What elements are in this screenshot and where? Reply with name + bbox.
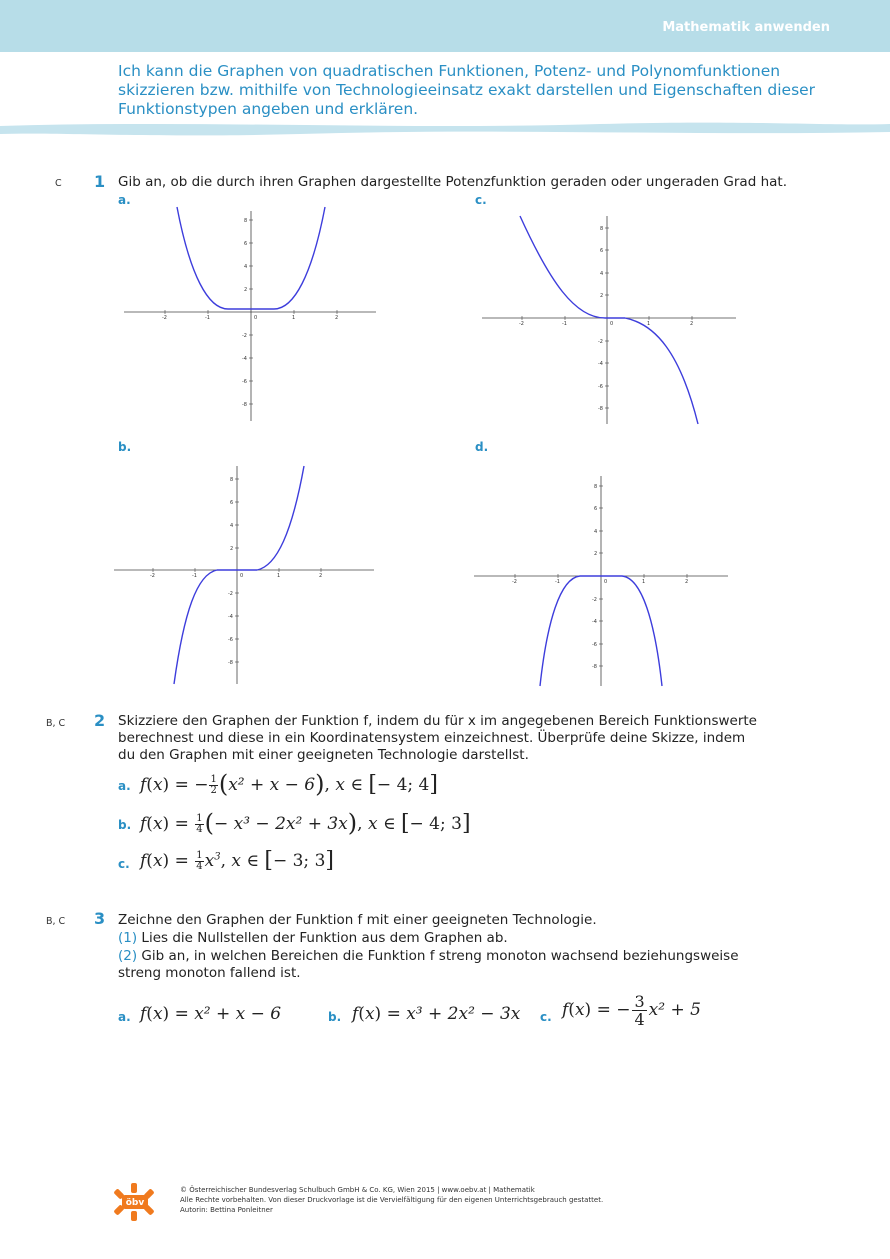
graph-a-tick-x-4: 2 bbox=[335, 315, 339, 321]
task2-level: B, C bbox=[46, 718, 66, 729]
graph-c-tick-x-1: -1 bbox=[562, 321, 567, 327]
task2-b-expr: − x³ − 2x² + 3x bbox=[213, 814, 348, 834]
graph-b-tick-x-2: 0 bbox=[240, 573, 244, 579]
graph-d-tick-x-2: 0 bbox=[604, 579, 608, 585]
task3-number: 3 bbox=[94, 909, 106, 928]
graph-b-tick-x-0: -2 bbox=[150, 573, 155, 579]
graph-b-tick-y-0: 8 bbox=[230, 477, 234, 483]
task1-text: Gib an, ob die durch ihren Graphen dargestellte Potenzfunktion geraden oder ungeraden Grad hat. bbox=[118, 174, 787, 190]
task3-c-rest: x² + 5 bbox=[648, 1000, 701, 1020]
task3-question-1: (1) Lies die Nullstellen der Funktion aus dem Graphen ab. bbox=[118, 930, 508, 946]
graph-b-tick-y-1: 6 bbox=[230, 500, 234, 506]
graph-b-tick-x-3: 1 bbox=[277, 573, 281, 579]
graph-c-tick-x-4: 2 bbox=[690, 321, 694, 327]
graph-b-tick-y-3: 2 bbox=[230, 546, 234, 552]
task2-a-fraction: $\frac{1}{2}$ bbox=[210, 774, 217, 796]
oebv-logo bbox=[114, 1183, 154, 1221]
task2-label-c: c. bbox=[118, 857, 130, 871]
task2-c-domain: − 3; 3 bbox=[272, 851, 326, 871]
task2-text: Skizziere den Graphen der Funktion f, indem du für x im angegebenen Bereich Funktionswerte berechnest und diese in ein Koordinatensystem einzeichnest. Überprüfe deine Skizze, indem du den Graphen mit einer geeigneten Technologie darstellst. bbox=[118, 713, 757, 763]
graph-a-tick-y-0: 8 bbox=[244, 218, 248, 224]
task1-label-b: b. bbox=[118, 440, 132, 454]
graph-c-tick-y-3: 2 bbox=[600, 293, 604, 299]
task1-label-c: c. bbox=[475, 193, 487, 207]
footer bbox=[180, 1185, 603, 1215]
graph-b-tick-x-1: -1 bbox=[192, 573, 197, 579]
task2-label-a: a. bbox=[118, 779, 131, 793]
task3-label-b: b. bbox=[328, 1010, 342, 1024]
task2-c-fraction: $\frac{1}{4}$ bbox=[196, 850, 203, 872]
graph-d-tick-y-2: 4 bbox=[594, 529, 598, 535]
task3-text: Zeichne den Graphen der Funktion f mit einer geeigneten Technologie. bbox=[118, 912, 597, 928]
task1-label-a: a. bbox=[118, 193, 131, 207]
task2-formula-b: f(x) = $\frac{1}{4}$ (− x³ − 2x² + 3x), x ∈ [− 4; 3] bbox=[140, 809, 471, 837]
task2-formula-c: f(x) = $\frac{1}{4}$ $x^3$, x ∈ [− 3; 3] bbox=[140, 848, 334, 873]
graph-d-tick-y-7: -8 bbox=[592, 664, 597, 670]
task2-label-b: b. bbox=[118, 818, 132, 832]
task2-a-expr: x² + x − 6 bbox=[228, 775, 316, 795]
svg-text:öbv: öbv bbox=[125, 1198, 145, 1208]
graph-a-tick-y-7: -8 bbox=[242, 402, 247, 408]
task3-formula-c: f(x) = − $\frac{3}{4}$ x² + 5 bbox=[562, 992, 701, 1029]
task1-number: 1 bbox=[94, 172, 106, 191]
graph-c-tick-y-5: -4 bbox=[598, 361, 603, 367]
graph-c-tick-y-6: -6 bbox=[598, 384, 603, 390]
task3-label-c: c. bbox=[540, 1010, 552, 1024]
graph-a-tick-x-2: 0 bbox=[254, 315, 258, 321]
graph-c-tick-x-3: 1 bbox=[647, 321, 651, 327]
graph-c-tick-y-0: 8 bbox=[600, 226, 604, 232]
task3-question-2: (2) Gib an, in welchen Bereichen die Funktion f streng monoton wachsend beziehungsweise streng monoton fallend ist. bbox=[118, 948, 739, 981]
graph-b-tick-y-6: -6 bbox=[228, 637, 233, 643]
footer-copyright: © Österreichischer Bundesverlag Schulbuch GmbH & Co. KG, Wien 2015 | www.oebv.at | Mathematik bbox=[180, 1186, 535, 1194]
graph-d bbox=[472, 472, 732, 690]
graph-b-tick-y-5: -4 bbox=[228, 614, 233, 620]
graph-d-tick-x-3: 1 bbox=[642, 579, 646, 585]
graph-b-tick-x-4: 2 bbox=[319, 573, 323, 579]
graph-d-tick-y-4: -2 bbox=[592, 597, 597, 603]
graph-d-tick-y-5: -4 bbox=[592, 619, 597, 625]
graph-a-tick-y-3: 2 bbox=[244, 287, 248, 293]
task3-label-a: a. bbox=[118, 1010, 131, 1024]
task3-b-rhs: x³ + 2x² − 3x bbox=[406, 1004, 521, 1024]
graph-a bbox=[120, 205, 380, 427]
graph-a-tick-x-0: -2 bbox=[162, 315, 167, 321]
graph-b bbox=[112, 462, 376, 687]
task2-b-domain: − 4; 3 bbox=[409, 814, 462, 834]
graph-c-tick-x-0: -2 bbox=[519, 321, 524, 327]
graph-b-tick-y-2: 4 bbox=[230, 523, 234, 529]
footer-author: Autorin: Bettina Ponleitner bbox=[180, 1206, 273, 1214]
graph-a-tick-y-4: -2 bbox=[242, 333, 247, 339]
graph-d-tick-x-4: 2 bbox=[685, 579, 689, 585]
learning-goal: Ich kann die Graphen von quadratischen Funktionen, Potenz- und Polynomfunktionen skizzieren bzw. mithilfe von Technologieeinsatz exakt darstellen und Eigenschaften dieser Funktionstypen angeben und erklären. bbox=[118, 62, 816, 118]
task3-a-rhs: x² + x − 6 bbox=[194, 1004, 282, 1024]
graph-b-tick-y-4: -2 bbox=[228, 591, 233, 597]
graph-c-tick-y-4: -2 bbox=[598, 339, 603, 345]
graph-d-tick-y-6: -6 bbox=[592, 642, 597, 648]
graph-a-tick-y-6: -6 bbox=[242, 379, 247, 385]
task3-c-fraction: $\frac{3}{4}$ bbox=[634, 992, 645, 1029]
task3-level: B, C bbox=[46, 916, 66, 927]
graph-a-tick-y-1: 6 bbox=[244, 241, 248, 247]
graph-a-tick-y-2: 4 bbox=[244, 264, 248, 270]
graph-a-tick-x-1: -1 bbox=[205, 315, 210, 321]
header-title: Mathematik anwenden bbox=[662, 20, 830, 35]
graph-a-tick-x-3: 1 bbox=[292, 315, 296, 321]
graph-c-axes bbox=[482, 216, 736, 424]
graph-c-tick-x-2: 0 bbox=[610, 321, 614, 327]
graph-d-tick-y-3: 2 bbox=[594, 551, 598, 557]
task1-label-d: d. bbox=[475, 440, 489, 454]
graph-d-tick-y-1: 6 bbox=[594, 506, 598, 512]
graph-c-curve bbox=[520, 216, 698, 424]
task2-formula-a: f(x) = − $\frac{1}{2}$ (x² + x − 6), x ∈ [− 4; 4] bbox=[140, 770, 438, 798]
graph-c bbox=[480, 212, 740, 427]
graph-d-tick-y-0: 8 bbox=[594, 484, 598, 490]
graph-d-tick-x-1: -1 bbox=[555, 579, 560, 585]
task2-a-domain: − 4; 4 bbox=[376, 775, 430, 795]
header-wave bbox=[0, 118, 890, 140]
task2-b-fraction: $\frac{1}{4}$ bbox=[196, 813, 203, 835]
graph-d-tick-x-0: -2 bbox=[512, 579, 517, 585]
graph-c-tick-y-2: 4 bbox=[600, 271, 604, 277]
task2-number: 2 bbox=[94, 711, 106, 730]
graph-c-tick-y-1: 6 bbox=[600, 248, 604, 254]
task3-formula-b: f(x) = x³ + 2x² − 3x bbox=[352, 1004, 521, 1024]
graph-c-tick-y-7: -8 bbox=[598, 406, 603, 412]
graph-a-tick-y-5: -4 bbox=[242, 356, 247, 362]
task1-level: C bbox=[55, 178, 62, 189]
task3-formula-a: f(x) = x² + x − 6 bbox=[140, 1004, 282, 1024]
footer-rights: Alle Rechte vorbehalten. Von dieser Druckvorlage ist die Vervielfältigung für den eigenen Unterrichtsgebrauch gestattet. bbox=[180, 1196, 604, 1204]
graph-b-tick-y-7: -8 bbox=[228, 660, 233, 666]
